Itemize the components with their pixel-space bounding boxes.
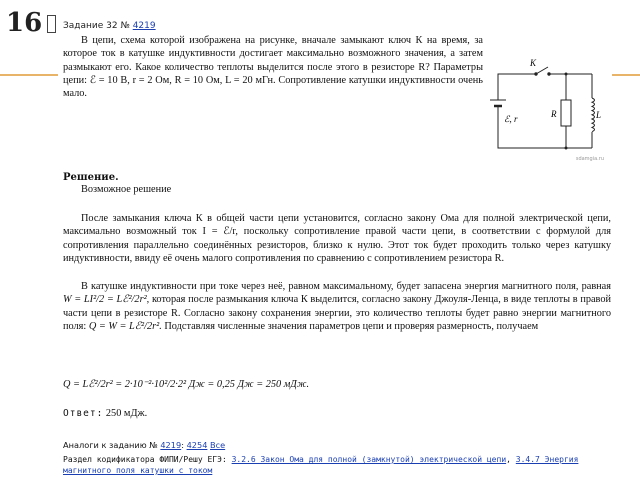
label-resistor: R	[551, 109, 557, 119]
equation-numeric: Q = Lℰ²/2r² = 2·10⁻²·10²/2·2² Дж = 0,25 Дж = 250 мДж.	[63, 379, 310, 390]
codifier-link-1[interactable]: 3.2.6 Закон Ома для полной (замкнутой) электрической цепи	[231, 455, 507, 464]
wire-top-left	[498, 74, 536, 92]
label-inductor: L	[596, 110, 602, 120]
task-header	[63, 21, 156, 31]
document-image	[58, 10, 612, 480]
circuit-diagram	[486, 52, 606, 160]
resistor-symbol	[561, 100, 571, 126]
solution-subtitle: Возможное решение	[81, 184, 172, 195]
solution-text-2c: Подставляя численные значения параметров цепи и проверяя размерность, получаем	[164, 321, 539, 333]
task-id-link[interactable]: 4219	[132, 21, 156, 31]
slide-number-box	[47, 15, 56, 33]
answer-label: Ответ:	[63, 408, 104, 419]
problem-statement	[63, 34, 483, 100]
solution-title: Решение.	[63, 172, 119, 183]
analog-link-2[interactable]: 4254	[186, 440, 208, 450]
codifier-link-2[interactable]: 3.4.7 Энергия магнитного поля катушки с током	[63, 455, 579, 475]
accent-line-left	[0, 74, 58, 76]
key-switch	[536, 67, 548, 74]
solution-text-2a: В катушке индуктивности при токе через неё, равном максимальному, будет запасена энергия магнитного поля, равная	[81, 281, 611, 292]
codifier-prefix: Раздел кодификатора ФИПИ/Решу ЕГЭ:	[63, 455, 227, 464]
equation-heat: Q = W = Lℰ²/2r².	[88, 321, 162, 333]
solution-text-1: После замыкания ключа К в общей части цепи установится, согласно закону Ома для полной электрической цепи, максимально возможный ток I = ℰ/r, поскольку сопротивление правой части цепи, в соответствии с формулой для сопротивления параллельно соединённых резисторов, близко к нулю. Этот ток будет проходить только через катушку индуктивности, ввиду её очень малого сопротивления по сравнению с сопротивлением резистора R.	[63, 213, 611, 265]
label-key: K	[530, 58, 537, 68]
accent-line-right	[612, 74, 640, 76]
codifier-section: Раздел кодификатора ФИПИ/Решу ЕГЭ: 3.2.6 Закон Ома для полной (замкнутой) электрической цепи, 3.4.7 Энергия магнитного поля катушки с током	[63, 455, 579, 475]
label-source: ℰ, r	[504, 114, 518, 124]
answer	[63, 408, 147, 419]
inductor-coil	[592, 98, 595, 132]
equation-energy: W = LI²/2 = Lℰ²/2r²,	[63, 294, 150, 306]
solution-paragraph-2	[63, 280, 611, 334]
slide-number: 16	[6, 8, 43, 38]
source-watermark: sdamgia.ru	[575, 156, 604, 162]
solution-paragraph-1	[63, 212, 611, 266]
answer-value: 250 мДж.	[105, 408, 148, 419]
task-title: Задание 32 №	[63, 21, 130, 31]
analog-link-1[interactable]: 4219	[160, 440, 182, 450]
analog-tasks: Аналоги к заданию № 4219: 4254 Все	[63, 440, 226, 450]
analog-prefix: Аналоги к заданию №	[63, 440, 158, 450]
problem-text: В цепи, схема которой изображена на рисунке, вначале замыкают ключ К на время, за которое ток в катушке индуктивности достигает максимально возможного значения, а затем размыкают его. Какое количество теплоты выделится после этого в резисторе R? Параметры цепи: ℰ = 10 В, r = 2 Ом, R = 10 Ом, L = 20 мГн. Сопротивление катушки индуктивности очень мало.	[63, 35, 483, 100]
solution-text-2b: которая после размыкания ключа К выделится, согласно закону Джоуля-Ленца, в виде теплоты в правой части цепи в резисторе R. Согласно закону сохранения энергии, это количество теплоты будет равно энергии магнитного поля:	[63, 294, 612, 333]
analog-link-all[interactable]: Все	[210, 440, 226, 450]
circuit-schematic	[486, 52, 606, 160]
